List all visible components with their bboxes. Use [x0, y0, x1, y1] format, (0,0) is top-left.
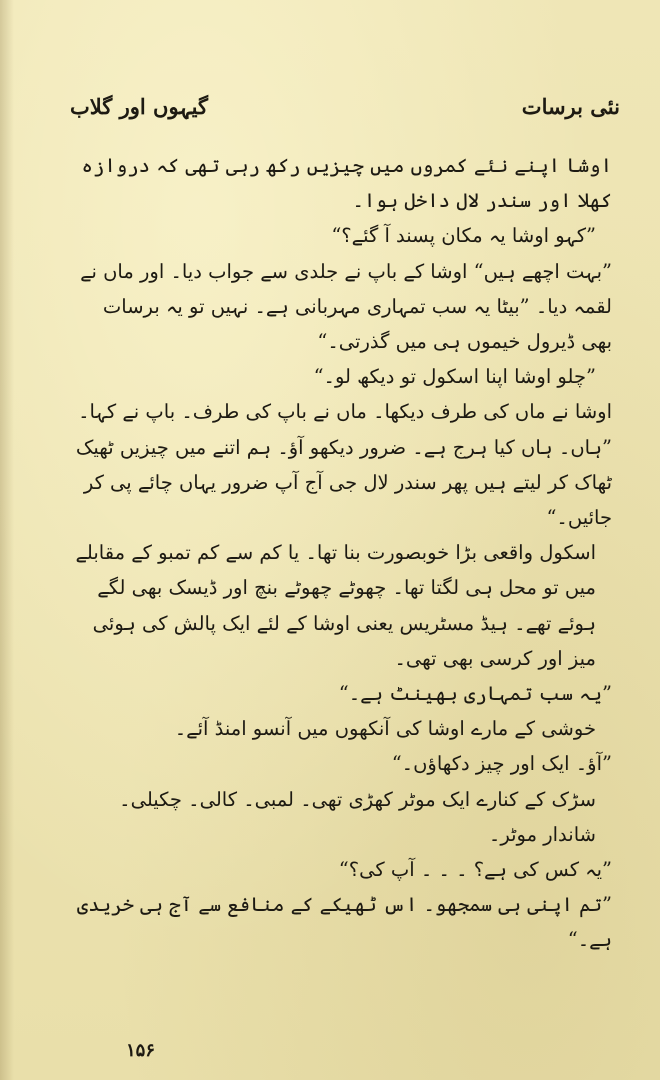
page-body: [70, 148, 612, 958]
paragraph: ”تم اپنی ہی سمجھو۔ اس ٹھیکے کے منافع سے آج ہی خریدی ہے۔“: [76, 893, 612, 952]
paragraph: اسکول واقعی بڑا خوبصورت بنا تھا۔ یا کم سے کم تمبو کے مقابلے میں تو محل ہی لگتا تھا۔ چھوٹے چھوٹے بنچ اور ڈیسک بھی لگے ہوئے تھے۔ ہیڈ مسٹریس یعنی اوشا کے لئے ایک پالش کی ہوئی میز اور کرسی بھی تھی۔: [75, 541, 596, 670]
paragraph: ”یہ کس کی ہے؟ ۔ ۔ ۔ آپ کی؟“: [338, 858, 612, 882]
book-title: نئی برسات: [521, 93, 620, 119]
paragraph: خوشی کے مارے اوشا کی آنکھوں میں آنسو امنڈ آئے۔: [174, 717, 596, 741]
paragraph: ”یہ سب تمہاری بھینٹ ہے۔“: [338, 682, 612, 706]
paragraph: ”چلو اوشا اپنا اسکول تو دیکھ لو۔“: [313, 365, 596, 389]
paragraph: ”آؤ۔ ایک اور چیز دکھاؤں۔“: [391, 752, 612, 776]
paragraph: اوشا نے ماں کی طرف دیکھا۔ ماں نے باپ کی طرف۔ باپ نے کہا۔ ”ہاں۔ ہاں کیا ہرج ہے۔ ضرور دیکھو آؤ۔ ہم اتنے میں چیزیں ٹھیک ٹھاک کر لیتے ہیں پھر سندر لال جی آج آپ ضرور یہاں چائے پی کر جائیں۔“: [75, 400, 612, 530]
running-header: [70, 86, 620, 126]
story-title: گیہوں اور گلاب: [70, 93, 208, 119]
page-number: ۱۵۶: [126, 1040, 156, 1061]
paragraph: اوشا اپنے نئے کمروں میں چیزیں رکھ رہی تھی کہ دروازہ کھلا اور سندر لال داخل ہوا۔: [81, 154, 612, 213]
paragraph: سڑک کے کنارے ایک موٹر کھڑی تھی۔ لمبی۔ کالی۔ چکیلی۔ شاندار موٹر۔: [119, 787, 596, 846]
paragraph: ”کہو اوشا یہ مکان پسند آ گئے؟“: [331, 224, 596, 248]
paragraph: ”بہت اچھے ہیں“ اوشا کے باپ نے جلدی سے جواب دیا۔ اور ماں نے لقمہ دیا۔ ”بیٹا یہ سب تمہاری مہربانی ہے۔ نہیں تو یہ برسات بھی ڈیرول خیموں ہی میں گذرتی۔“: [80, 259, 612, 354]
page-edge-shadow: [0, 0, 14, 1080]
